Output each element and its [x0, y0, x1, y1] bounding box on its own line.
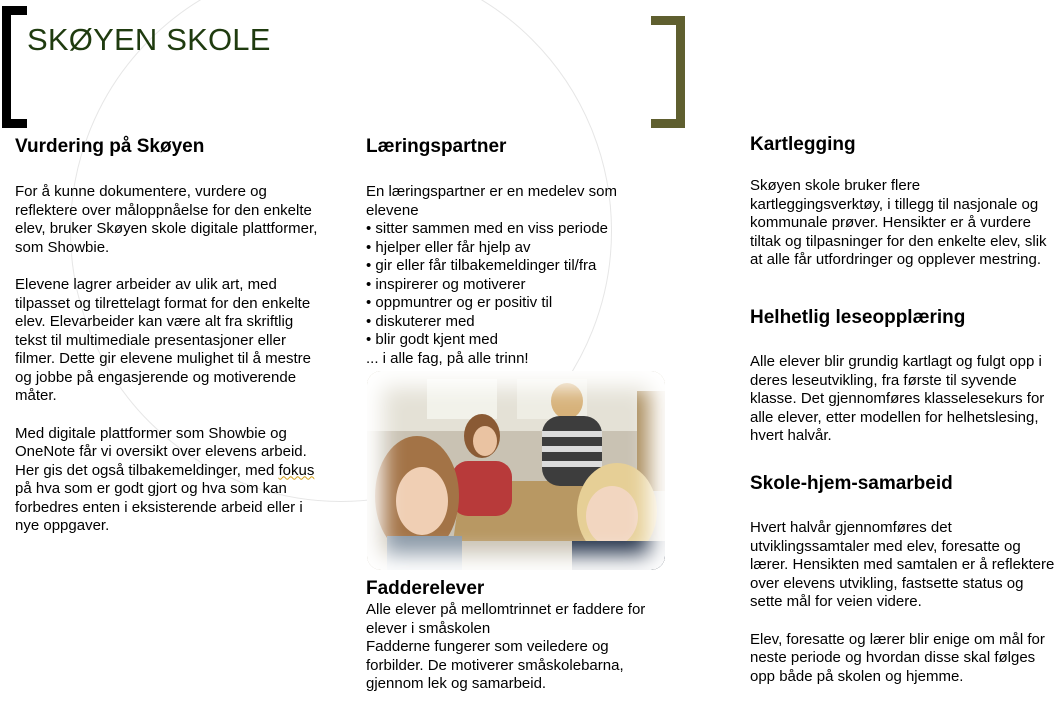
samarbeid-section: [750, 472, 1055, 686]
list-item: • diskuterer med: [366, 313, 656, 332]
vurdering-paragraph-3: [15, 425, 320, 536]
vurdering-paragraph-2: Elevene lagrer arbeider av ulik art, med tilpasset og tilrettelagt format for den enkelte elev. Elevarbeider kan være alt fra skriftlig tekst til multimediale presentasjoner eller filmer. Dette gir elevene mulighet til å mestre og jobbe på engasjerende og motiverende måter.: [15, 276, 311, 404]
right-bracket-ornament: [651, 16, 685, 128]
fadderelever-paragraph-2: Fadderne fungerer som veiledere og forbilder. De motiverer småskolebarna, gjennom lek og samarbeid.: [366, 638, 624, 692]
vurdering-section: [15, 135, 320, 536]
leseopplaering-section: [750, 306, 1055, 446]
vurdering-paragraph-3-start: Med digitale plattformer som Showbie og OneNote får vi oversikt over elevens arbeid. Her gis det også tilbakemeldinger, med: [15, 424, 307, 479]
list-item: • blir godt kjent med: [366, 331, 656, 350]
classroom-photo: [367, 371, 665, 570]
vurdering-paragraph-3-end: på hva som er godt gjort og hva som kan forbedres enten i eksisterende arbeid eller i nye oppgaver.: [15, 480, 303, 534]
kartlegging-paragraph: Skøyen skole bruker flere kartleggingsverktøy, i tillegg til nasjonale og kommunale prøver. Hensikter er å vurdere tiltak og tilpasninger for den enkelte elev, slik at alle får utfordringer og opplever mestring.: [750, 177, 1047, 268]
page-title: SKØYEN SKOLE: [27, 22, 271, 57]
spellcheck-marked-word: fokus: [278, 461, 315, 479]
vurdering-heading: Vurdering på Skøyen: [15, 136, 205, 157]
laeringspartner-intro: En læringspartner er en medelev som elevene: [366, 183, 617, 219]
fadderelever-heading: Fadderelever: [366, 578, 485, 599]
leseopplaering-heading: Helhetlig leseopplæring: [750, 307, 966, 328]
list-item: • hjelper eller får hjelp av: [366, 239, 656, 258]
kartlegging-heading: Kartlegging: [750, 134, 856, 155]
fadderelever-paragraph-1: Alle elever på mellomtrinnet er faddere for elever i småskolen: [366, 601, 646, 637]
classroom-photo-icon: [367, 371, 665, 570]
kartlegging-section: [750, 133, 1055, 270]
list-item: • sitter sammen med en viss periode: [366, 220, 656, 239]
laeringspartner-heading: Læringspartner: [366, 136, 507, 157]
leseopplaering-paragraph: Alle elever blir grundig kartlagt og fulgt opp i deres leseutvikling, fra første til syvende klasse. Det gjennomføres klasselesekurs for alle elever, etter modellen for helhetslesing, hvert halvår.: [750, 353, 1045, 444]
list-item: • gir eller får tilbakemeldinger til/fra: [366, 257, 656, 276]
samarbeid-heading: Skole-hjem-samarbeid: [750, 473, 953, 494]
left-bracket-ornament: [2, 6, 27, 128]
fadderelever-section: [366, 577, 666, 694]
laeringspartner-section: [366, 135, 656, 368]
samarbeid-paragraph-2: Elev, foresatte og lærer blir enige om mål for neste periode og hvordan disse skal følges opp både på skolen og hjemme.: [750, 630, 1045, 685]
list-item: • inspirerer og motiverer: [366, 276, 656, 295]
samarbeid-paragraph-1: Hvert halvår gjennomføres det utviklingssamtaler med elev, foresatte og lærer. Hensikten med samtalen er å reflektere over elevens utvikling, fastsette status og sette mål for veien videre.: [750, 519, 1055, 610]
laeringspartner-outro: ... i alle fag, på alle trinn!: [366, 349, 529, 367]
list-item: • oppmuntrer og er positiv til: [366, 294, 656, 313]
vurdering-paragraph-1: For å kunne dokumentere, vurdere og reflektere over måloppnåelse for den enkelte elev, bruker Skøyen skole digitale plattformer, som Showbie.: [15, 183, 318, 256]
laeringspartner-list: [366, 220, 656, 350]
